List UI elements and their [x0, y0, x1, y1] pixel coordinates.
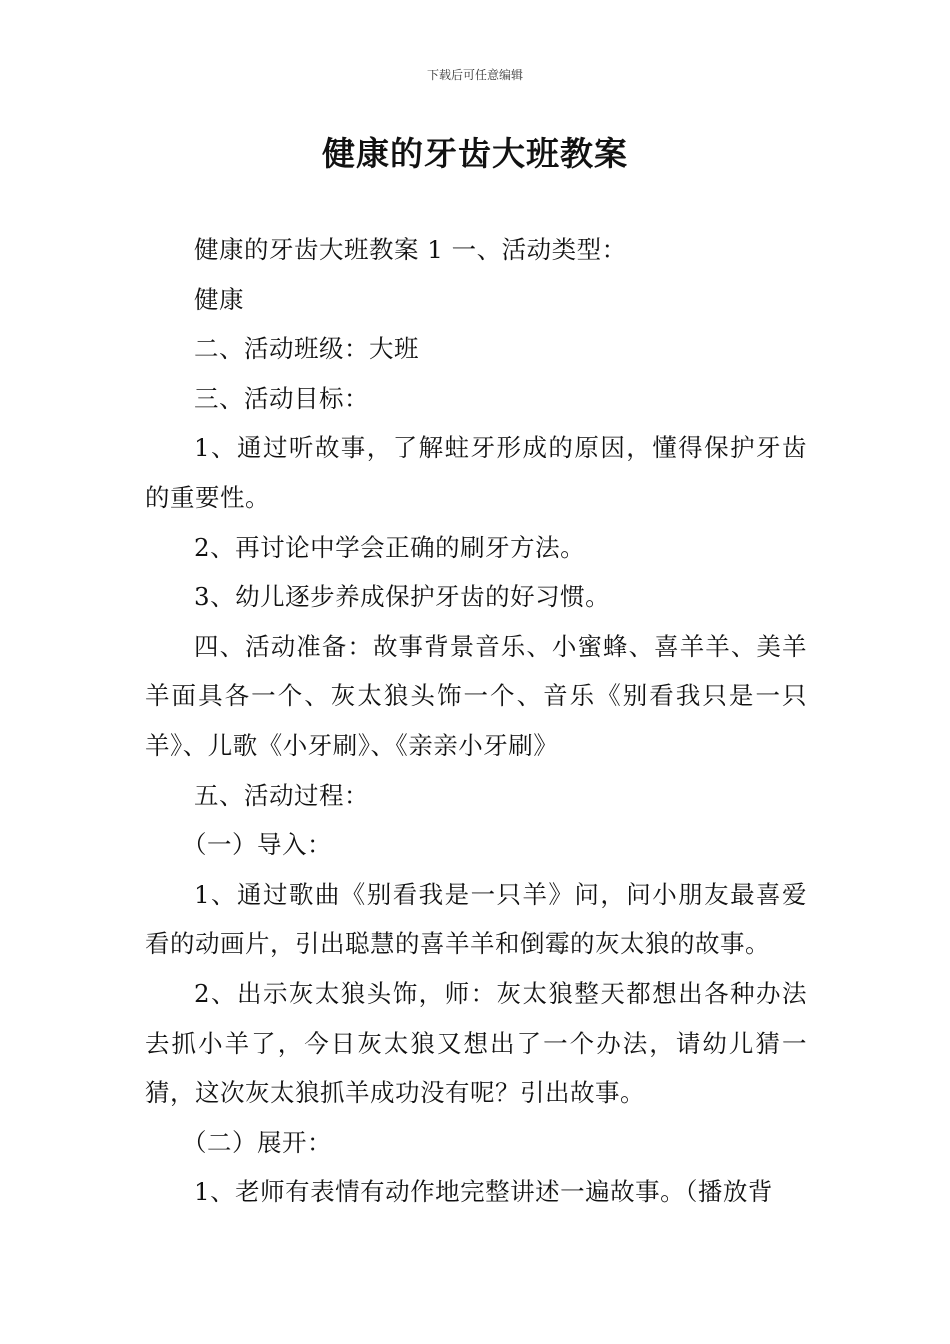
paragraph: 2、再讨论中学会正确的刷牙方法。 [194, 532, 586, 562]
paragraph: 3、幼儿逐步养成保护牙齿的好习惯。 [194, 582, 611, 612]
paragraph: 1、通过听故事，了解蛀牙形成的原因，懂得保护牙齿的重要性。 [145, 433, 807, 512]
paragraph: 1、老师有表情有动作地完整讲述一遍故事。（播放背 [194, 1177, 773, 1207]
paragraph: 五、活动过程： [194, 780, 369, 810]
paragraph: 健康的牙齿大班教案 1 一、活动类型： [194, 235, 627, 264]
page-title: 健康的牙齿大班教案 [322, 134, 628, 173]
document-body [145, 225, 807, 1217]
header-note: 下载后可任意编辑 [426, 68, 523, 82]
paragraph: 二、活动班级：大班 [194, 334, 419, 364]
paragraph: （一）导入： [182, 830, 332, 860]
paragraph: 1、通过歌曲《别看我是一只羊》问，问小朋友最喜爱看的动画片，引出聪慧的喜羊羊和倒霉的灰太狼的故事。 [145, 879, 807, 959]
paragraph: 三、活动目标： [194, 383, 369, 413]
paragraph: 四、活动准备：故事背景音乐、小蜜蜂、喜羊羊、美羊羊面具各一个、灰太狼头饰一个、音乐《别看我只是一只羊》、儿歌《小牙刷》、《亲亲小牙刷》 [145, 631, 807, 760]
paragraph: 健康 [194, 284, 244, 314]
paragraph: （二）展开： [182, 1127, 332, 1157]
paragraph: 2、出示灰太狼头饰，师：灰太狼整天都想出各种办法去抓小羊了，今日灰太狼又想出了一个办法，请幼儿猜一猜，这次灰太狼抓羊成功没有呢？引出故事。 [145, 978, 807, 1108]
